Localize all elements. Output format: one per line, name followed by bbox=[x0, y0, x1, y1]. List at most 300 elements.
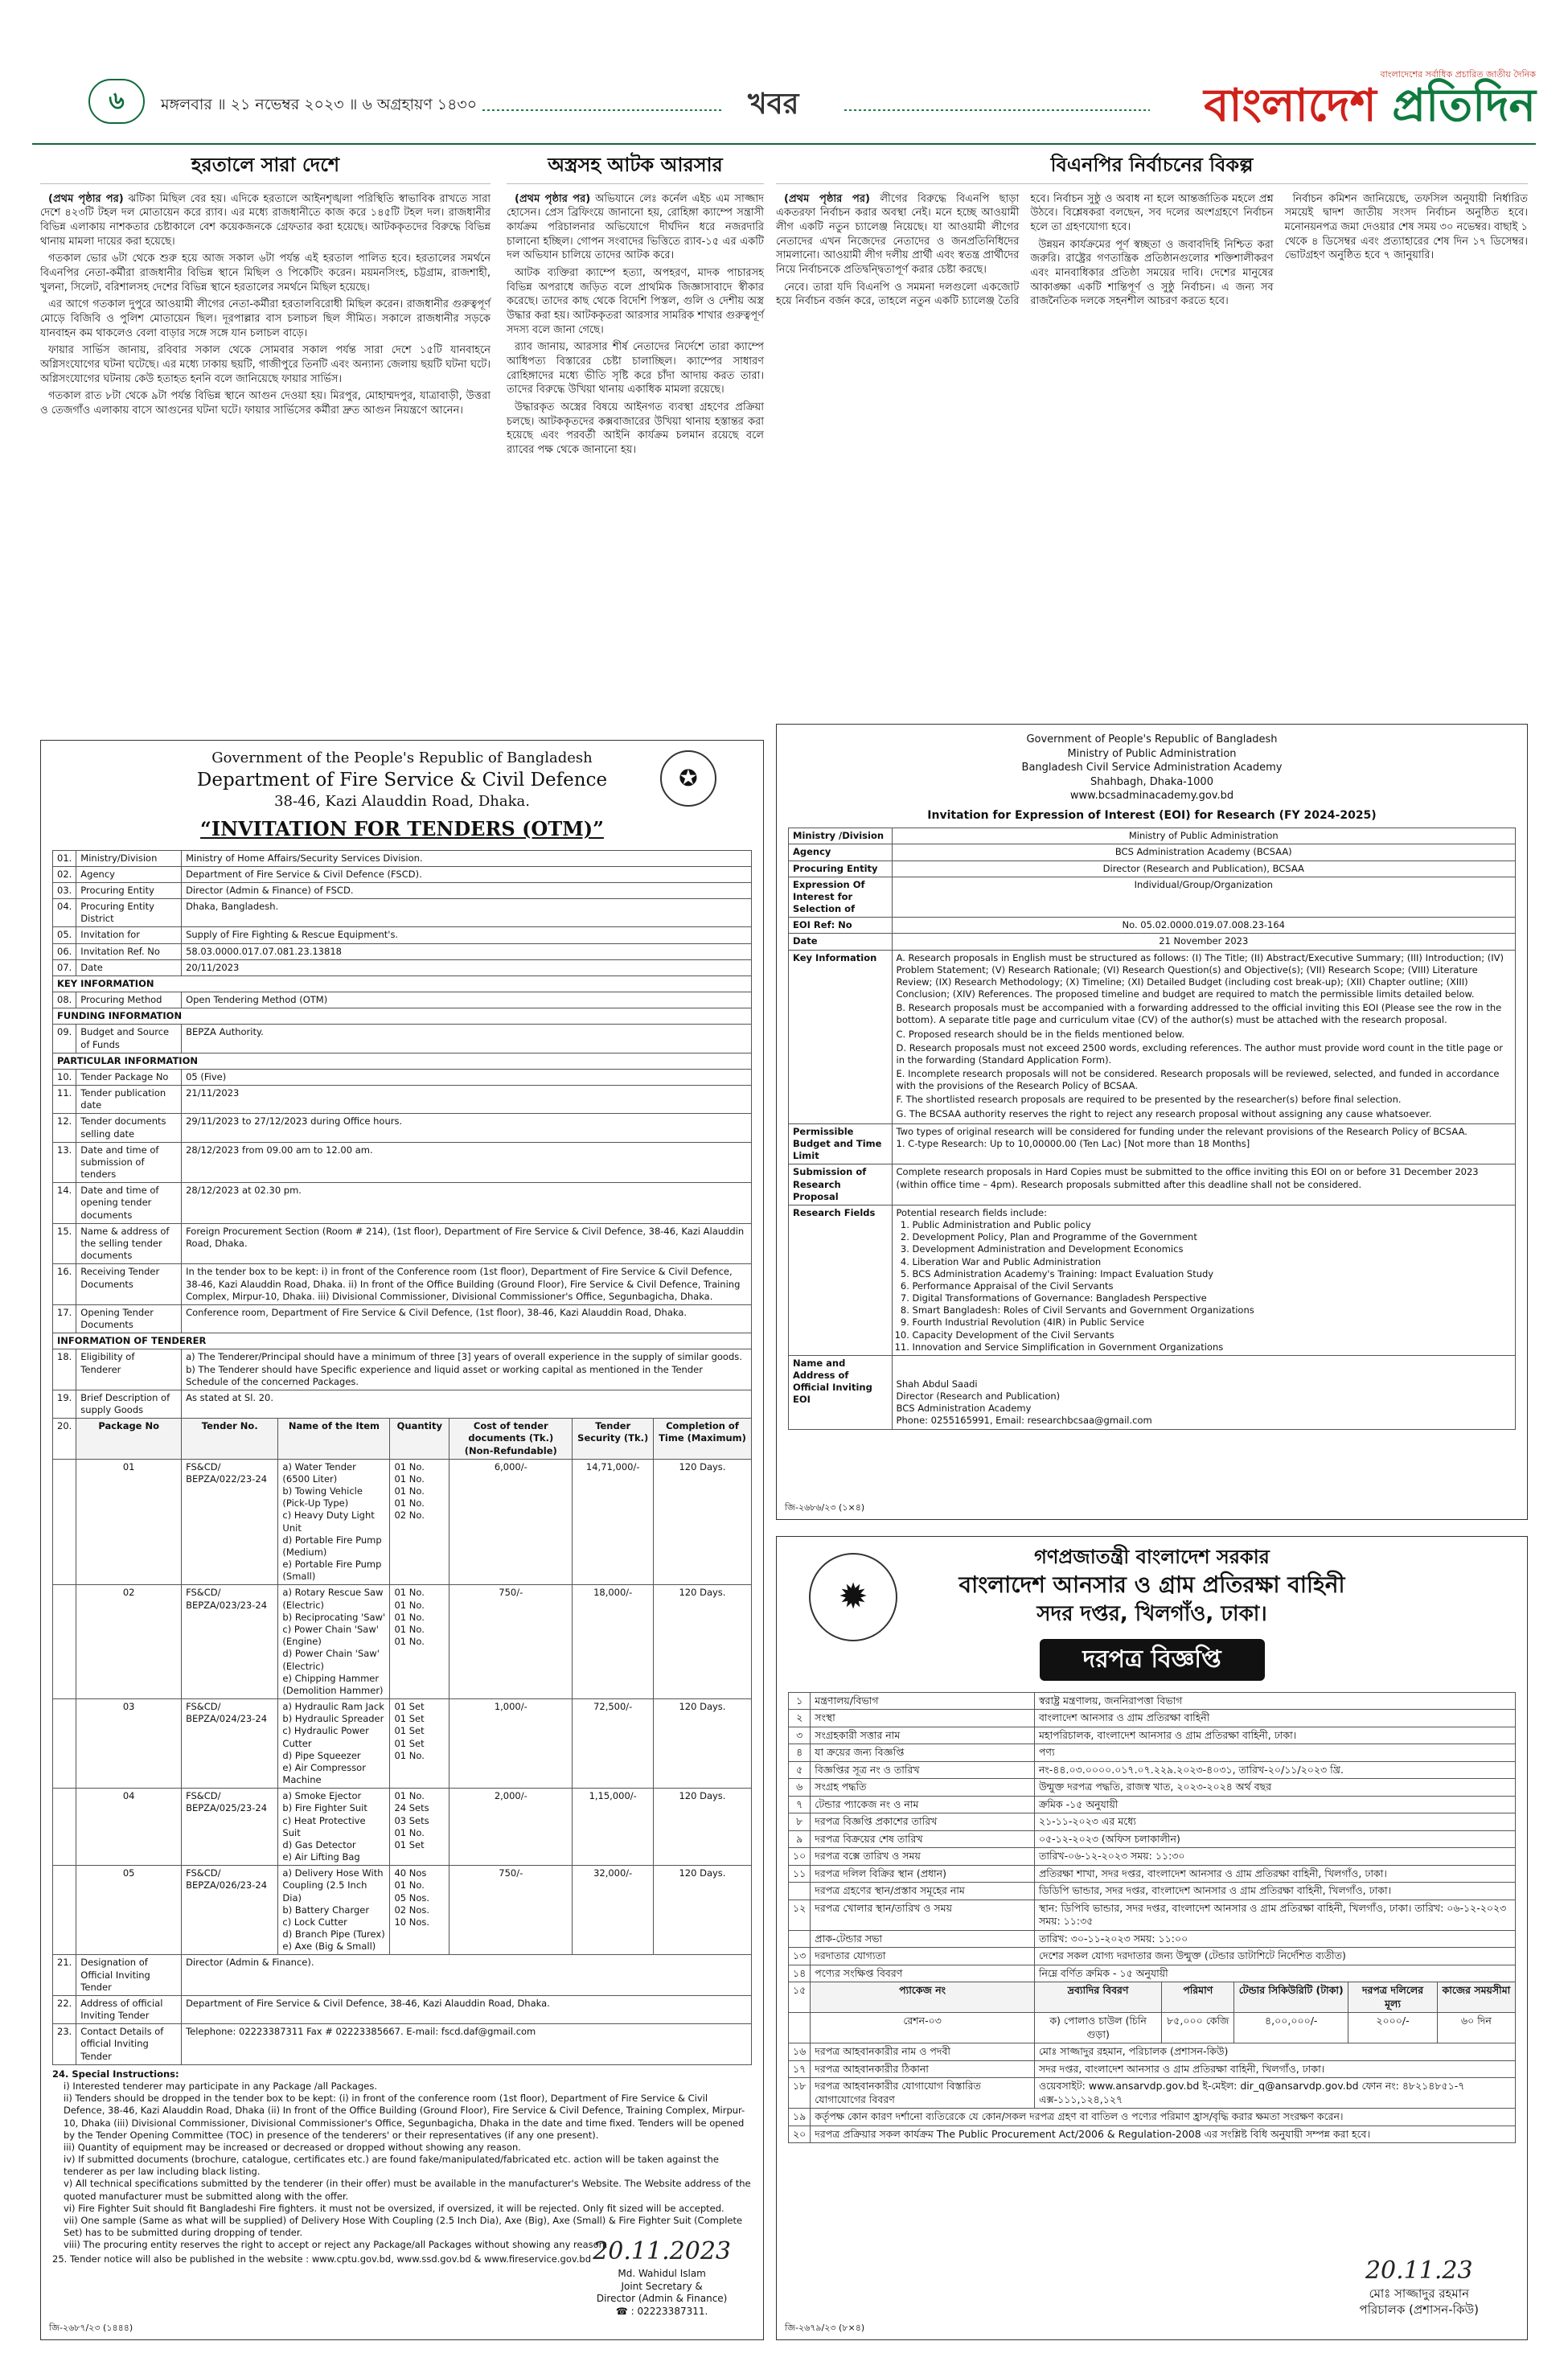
table-cell: ১৮ bbox=[789, 2078, 811, 2109]
table-cell: ৭ bbox=[789, 1796, 811, 1813]
section-label: INFORMATION OF TENDERER bbox=[53, 1333, 752, 1349]
table-row bbox=[53, 1223, 752, 1264]
table-cell: Dhaka, Bangladesh. bbox=[182, 899, 752, 927]
table-cell: Eligibility of Tenderer bbox=[76, 1349, 182, 1390]
table-row bbox=[789, 1355, 1516, 1429]
table-cell: Director (Admin & Finance) of FSCD. bbox=[182, 882, 752, 898]
table-row bbox=[53, 1789, 752, 1866]
ad-org-line: Government of the People's Republic of Bangladesh bbox=[211, 750, 593, 766]
key-info-item: E. Incomplete research proposals will not be considered. Research proposals will be reviewed, selected, and funded in accordance with the provisions of the Research Policy of BCSAA. bbox=[896, 1068, 1500, 1092]
table-cell: তারিখ-০৬-১২-২০২৩ সময়: ১১:৩০ bbox=[1034, 1848, 1515, 1866]
table-cell: Complete research proposals in Hard Copies must be submitted to the office inviting this EOI on or before 31 December 2023 (within office time – 4pm). Research proposals submitted after this deadline shall not be considered. bbox=[892, 1164, 1515, 1205]
story-arsa-arrest bbox=[507, 153, 764, 461]
table-cell: পণ্য bbox=[1034, 1744, 1515, 1762]
ad-ref-code: জি-২৬৮৭/২৩ (১৪৪৪) bbox=[49, 2323, 133, 2334]
table-cell: Tender documents selling date bbox=[76, 1114, 182, 1142]
table-cell: 01 No. 01 No. 01 No. 01 No. 02 No. bbox=[390, 1459, 449, 1585]
page-number: ৬ bbox=[88, 79, 145, 124]
table-cell: ২ bbox=[789, 1710, 811, 1727]
list-item: 6. Performance Appraisal of the Civil Servants bbox=[913, 1280, 1511, 1292]
table-cell: Agency bbox=[76, 866, 182, 882]
table-row bbox=[53, 1053, 752, 1069]
table-cell: 21 November 2023 bbox=[892, 934, 1515, 950]
story-body: (প্রথম পৃষ্ঠার পর) লীগের বিরুদ্ধে বিএনপি ছাড়া একতরফা নির্বাচন করার অবস্থা নেই। মনে হচ্ছে আওয়ামী লীগ একটি নতুন চ্যালেঞ্জ নিয়েছে। যা আওয়ামী লীগের নেতাদের এখন নিজেদের নেতাদের ও জনপ্রতিনিধিদের সামলানো। আওয়ামী লীগ দলীয় প্রার্থী এবং স্বতন্ত্র প্রার্থীদের নিয়ে নির্বাচনকে প্রতিদ্বন্দ্বিতাপূর্ণ করার চেষ্টা করছে। নেবে। তারা যদি বিএনপি ও সমমনা দলগুলো একজোট হয়ে নির্বাচন বর্জন করে, তাহলে নতুন একটি চ্যালেঞ্জ তৈরি হবে। নির্বাচন সুষ্ঠু ও অবাধ না হলে আন্তর্জাতিক মহলে প্রশ্ন উঠবে। বিশ্লেষকরা বলছেন, সব দলের অংশগ্রহণে নির্বাচন হলে তা গ্রহণযোগ্য হবে। উন্নয়ন কার্যক্রমের পূর্ণ স্বচ্ছতা ও জবাবদিহি নিশ্চিত করা জরুরি। রাষ্ট্রের গণতান্ত্রিক প্রতিষ্ঠানগুলোর শক্তিশালীকরণ এবং মানবাধিকার প্রতিষ্ঠা সময়ের দাবি। দেশের মানুষের আকাঙ্ক্ষা একটি শান্তিপূর্ণ ও সুষ্ঠু নির্বাচন। এ জন্য সব রাজনৈতিক দলকে সহনশীল আচরণ করতে হবে। নির্বাচন কমিশন জানিয়েছে, তফসিল অনুযায়ী নির্ধারিত সময়েই দ্বাদশ জাতীয় সংসদ নির্বাচন অনুষ্ঠিত হবে। মনোনয়নপত্র জমা দেওয়ার শেষ সময় ৩০ নভেম্বর। বাছাই ১ থেকে ৪ ডিসেম্বর এবং প্রত্যাহারের শেষ দিন ১৭ ডিসেম্বর। ভোটগ্রহণ অনুষ্ঠিত হবে ৭ জানুয়ারি। bbox=[776, 192, 1528, 308]
table-cell: ডিডিপি ভান্ডার, সদর দপ্তর, বাংলাদেশ আনসার ও গ্রাম প্রতিরক্ষা বাহিনী, খিলগাঁও, ঢাকা। bbox=[1034, 1883, 1515, 1900]
table-cell: Expression Of Interest for Selection of bbox=[789, 877, 893, 918]
table-cell: ক্রমিক -১৫ অনুযায়ী bbox=[1034, 1796, 1515, 1813]
table-cell bbox=[53, 1459, 76, 1585]
table-row bbox=[53, 1114, 752, 1142]
table-row bbox=[789, 918, 1516, 934]
table-cell: 03 bbox=[76, 1699, 182, 1789]
table-cell: Research Fields bbox=[789, 1205, 893, 1355]
table-row bbox=[789, 1982, 1516, 2013]
table-cell: 02 bbox=[76, 1585, 182, 1699]
table-cell: Procuring Entity bbox=[76, 882, 182, 898]
instruction-item: iv) If submitted documents (brochure, catalogue, certificates etc.) are found fake/manipulated/fabricated etc. action will be taken against the tenderer as per law including black listing. bbox=[64, 2154, 719, 2178]
table-cell: ৮৫,০০০ কেজি bbox=[1162, 2013, 1234, 2043]
newspaper-logo bbox=[1182, 48, 1536, 137]
table-row bbox=[789, 1883, 1516, 1900]
section-label: FUNDING INFORMATION bbox=[53, 1008, 752, 1025]
section-label: PARTICULAR INFORMATION bbox=[53, 1053, 752, 1069]
table-cell: 32,000/- bbox=[573, 1866, 654, 1955]
table-row bbox=[789, 1779, 1516, 1797]
brand-name-green: প্রতিদিন bbox=[1392, 78, 1536, 132]
ansar-emblem-icon: ✹ bbox=[809, 1553, 897, 1641]
column-header: Tender No. bbox=[182, 1419, 278, 1460]
table-cell: দেশের সকল যোগ্য দরদাতার জন্য উন্মুক্ত (টেন্ডার ডাটাশিটে নির্দেশিত ব্যতীত) bbox=[1034, 1948, 1515, 1965]
story-headline: বিএনপির নির্বাচনের বিকল্প bbox=[776, 153, 1528, 184]
signature-block: 20.11.23 মোঃ সাজ্জাদুর রহমান পরিচালক (প্রশাসন-কিউ) bbox=[1359, 2256, 1479, 2318]
table-cell: ১৩ bbox=[789, 1948, 811, 1965]
table-cell: ১৯ bbox=[789, 2109, 811, 2126]
story-headline: হরতালে সারা দেশে bbox=[40, 153, 491, 184]
table-row bbox=[789, 2013, 1516, 2043]
table-cell: মোঃ সাজ্জাদুর রহমান, পরিচালক (প্রশাসন-কিউ) bbox=[1034, 2043, 1515, 2061]
table-row bbox=[53, 992, 752, 1008]
table-cell: Receiving Tender Documents bbox=[76, 1264, 182, 1305]
table-cell: 23. bbox=[53, 2024, 76, 2065]
ansar-vdp-tender-ad bbox=[776, 1536, 1528, 2340]
official-line: Shah Abdul Saadi bbox=[896, 1378, 978, 1390]
table-cell: 120 Days. bbox=[653, 1459, 751, 1585]
table-row bbox=[53, 1025, 752, 1053]
table-cell: 28/12/2023 from 09.00 am to 12.00 am. bbox=[182, 1142, 752, 1183]
table-cell: a) Rotary Rescue Saw (Electric) b) Reciprocating 'Saw' c) Power Chain 'Saw' (Engine) d) Power Chain 'Saw' (Electric) e) Chipping Hammer (Demolition Hammer) bbox=[278, 1585, 390, 1699]
fire-service-tender-ad bbox=[40, 740, 764, 2340]
table-cell: যা ক্রয়ের জন্য বিজ্ঞপ্তি bbox=[811, 1744, 1035, 1762]
continuation-label: (প্রথম পৃষ্ঠার পর) bbox=[515, 192, 591, 205]
table-row bbox=[53, 943, 752, 959]
table-cell: সদর দপ্তর, বাংলাদেশ আনসার ও গ্রাম প্রতিরক্ষা বাহিনী, খিলগাঁও, ঢাকা। bbox=[1034, 2060, 1515, 2078]
table-cell bbox=[789, 2013, 811, 2043]
table-cell: 120 Days. bbox=[653, 1699, 751, 1789]
tender-info-table bbox=[52, 850, 752, 2065]
table-cell: 13. bbox=[53, 1142, 76, 1183]
table-cell bbox=[53, 1585, 76, 1699]
table-cell: ০৫-১২-২০২৩ (অফিস চলাকালীন) bbox=[1034, 1830, 1515, 1848]
key-info-item: D. Research proposals must not exceed 2500 words, excluding references. The author must provide word count in the title page or in the forwarding (Standard Application Form). bbox=[896, 1041, 1503, 1066]
table-row bbox=[789, 2126, 1516, 2143]
table-cell: a) Delivery Hose With Coupling (2.5 Inch Dia) b) Battery Charger c) Lock Cutter d) Branch Pipe (Turex) e) Axe (Big & Small) bbox=[278, 1866, 390, 1955]
table-cell: 12. bbox=[53, 1114, 76, 1142]
table-cell: 14,71,000/- bbox=[573, 1459, 654, 1585]
table-cell: দরদাতার যোগ্যতা bbox=[811, 1948, 1035, 1965]
table-row bbox=[789, 1948, 1516, 1965]
table-row bbox=[789, 2043, 1516, 2061]
table-cell: Submission of Research Proposal bbox=[789, 1164, 893, 1205]
table-row bbox=[789, 2060, 1516, 2078]
table-cell: FS&CD/ BEPZA/023/23-24 bbox=[182, 1585, 278, 1699]
table-row bbox=[53, 1069, 752, 1085]
table-cell: সংগ্রহকারী সত্তার নাম bbox=[811, 1727, 1035, 1744]
table-cell: a) Smoke Ejector b) Fire Fighter Suit c) Heat Protective Suit d) Gas Detector e) Air Lifting Bag bbox=[278, 1789, 390, 1866]
table-cell: নিম্নে বর্ণিত ক্রমিক - ১৫ অনুযায়ী bbox=[1034, 1965, 1515, 1982]
table-row bbox=[789, 1164, 1516, 1205]
table-row bbox=[53, 927, 752, 943]
table-cell: 120 Days. bbox=[653, 1585, 751, 1699]
table-row bbox=[53, 1142, 752, 1183]
table-row bbox=[53, 975, 752, 992]
table-cell: As stated at Sl. 20. bbox=[182, 1390, 752, 1418]
table-cell: ১১ bbox=[789, 1865, 811, 1883]
table-cell bbox=[892, 950, 1515, 1123]
table-cell bbox=[892, 1355, 1515, 1429]
table-cell: Telephone: 02223387311 Fax # 02223385667. E-mail: fscd.daf@gmail.com bbox=[182, 2024, 752, 2065]
table-cell: Procuring Entity bbox=[789, 860, 893, 877]
table-cell bbox=[892, 1205, 1515, 1355]
column-header: Quantity bbox=[390, 1419, 449, 1460]
column-header: Package No bbox=[76, 1419, 182, 1460]
table-cell: ক) পোলাও চাউল (চিনি গুড়া) bbox=[1034, 2013, 1161, 2043]
table-cell: a) The Tenderer/Principal should have a minimum of three [3] years of overall experience in the supply of similar goods. b) The Tenderer should have Specific experience and liquid asset or working capital as mentioned in the Tender Schedule of the concerned Packages. bbox=[182, 1349, 752, 1390]
table-cell: 01 No. 01 No. 01 No. 01 No. 01 No. bbox=[390, 1585, 449, 1699]
table-cell: 01 No. 24 Sets 03 Sets 01 No. 01 Set bbox=[390, 1789, 449, 1866]
table-cell: 1,15,000/- bbox=[573, 1789, 654, 1866]
ad-title: Invitation for Expression of Interest (EOI) for Research (FY 2024-2025) bbox=[927, 808, 1377, 822]
table-cell: মহাপরিচালক, বাংলাদেশ আনসার ও গ্রাম প্রতিরক্ষা বাহিনী, ঢাকা। bbox=[1034, 1727, 1515, 1744]
table-cell: সংগ্রহ পদ্ধতি bbox=[811, 1779, 1035, 1797]
table-cell: FS&CD/ BEPZA/022/23-24 bbox=[182, 1459, 278, 1585]
table-cell bbox=[892, 1123, 1515, 1164]
table-cell: 6,000/- bbox=[449, 1459, 573, 1585]
bcsaa-eoi-ad bbox=[776, 724, 1528, 1520]
table-cell: দরপত্র গ্রহণের স্থান/প্রস্তাব সমূহের নাম bbox=[811, 1883, 1035, 1900]
column-header: পরিমাণ bbox=[1162, 1982, 1234, 2013]
brand-name-red: বাংলাদেশ bbox=[1204, 78, 1393, 132]
table-cell: পণ্যের সংক্ষিপ্ত বিবরণ bbox=[811, 1965, 1035, 1982]
decor-stripe bbox=[844, 109, 1150, 111]
table-row bbox=[53, 850, 752, 866]
table-cell: ১৭ bbox=[789, 2060, 811, 2078]
table-cell: Date bbox=[76, 959, 182, 975]
official-line: Director (Research and Publication) bbox=[896, 1390, 1061, 1403]
table-row bbox=[789, 1744, 1516, 1762]
table-row bbox=[53, 1390, 752, 1418]
column-header: টেন্ডার সিকিউরিটি (টাকা) bbox=[1234, 1982, 1348, 2013]
table-row bbox=[53, 1183, 752, 1224]
table-cell: Ministry/Division bbox=[76, 850, 182, 866]
table-cell: 20/11/2023 bbox=[182, 959, 752, 975]
masthead bbox=[32, 48, 1536, 137]
table-row bbox=[53, 1995, 752, 2023]
instruction-item: ii) Tenders should be dropped in the tender box to be kept: (i) in front of the conference room (1st floor), Department of Fire Service & Civil Defence, 38-46, Kazi Alauddin Road, Dhaka (ii) In front of the Office Building (Ground Floor), Fire Service & Civil Defence, Training Complex, Mirpur-10, Dhaka (iii) Divisional Commissioner, Divisional Commissioner's Office, Segunbagicha, Dhaka in the date and time fixed. Tenders will be opened by the Tender Opening Committee (TOC) in presence of the tenderers' or their representatives (if any one present). bbox=[64, 2093, 745, 2141]
key-info-item: C. Proposed research should be in the fields mentioned below. bbox=[896, 1028, 1185, 1040]
table-cell: Conference room, Department of Fire Service & Civil Defence, (1st floor), 38-46, Kazi Alauddin Road, Dhaka. bbox=[182, 1304, 752, 1333]
table-cell: স্থান: ডিপিবি ভান্ডার, সদর দপ্তর, বাংলাদেশ আনসার ও গ্রাম প্রতিরক্ষা বাহিনী, খিলগাঁও, ঢাকা। তারিখ: ০৬-১২-২০২৩ সময়: ১১:৩৫ bbox=[1034, 1900, 1515, 1930]
table-cell: a) Hydraulic Ram Jack b) Hydraulic Spreader c) Hydraulic Power Cutter d) Pipe Squeezer e) Air Compressor Machine bbox=[278, 1699, 390, 1789]
column-header: Name of the Item bbox=[278, 1419, 390, 1460]
table-cell: Invitation for bbox=[76, 927, 182, 943]
instruction-item: v) All technical specifications submitted by the tenderer (in their offer) must be available in the manufacturer's Website. The Website address of the quoted manufacturer must be submitted along with the offer. bbox=[64, 2178, 751, 2202]
table-cell: 120 Days. bbox=[653, 1866, 751, 1955]
ad-address: 38-46, Kazi Alauddin Road, Dhaka. bbox=[274, 793, 530, 811]
table-cell: স্বরাষ্ট্র মন্ত্রণালয়, জননিরাপত্তা বিভাগ bbox=[1034, 1692, 1515, 1710]
table-cell: a) Water Tender (6500 Liter) b) Towing Vehicle (Pick-Up Type) c) Heavy Duty Light Unit d) Portable Fire Pump (Medium) e) Portable Fire Pump (Small) bbox=[278, 1459, 390, 1585]
table-cell: 14. bbox=[53, 1183, 76, 1224]
table-row bbox=[53, 1264, 752, 1305]
table-cell: Name and Address of Official Inviting EOI bbox=[789, 1355, 893, 1429]
table-cell bbox=[53, 1789, 76, 1866]
table-row bbox=[789, 2109, 1516, 2126]
table-cell: তারিখ: ৩০-১১-২০২৩ সময়: ১১:০০ bbox=[1034, 1930, 1515, 1948]
table-row bbox=[53, 1333, 752, 1349]
table-cell: ৯ bbox=[789, 1830, 811, 1848]
story-headline: অস্ত্রসহ আটক আরসার bbox=[507, 153, 764, 184]
table-cell: Date bbox=[789, 934, 893, 950]
decor-stripe bbox=[482, 109, 724, 111]
table-row bbox=[789, 828, 1516, 844]
table-cell: 11. bbox=[53, 1086, 76, 1114]
ad-title: দরপত্র বিজ্ঞপ্তি bbox=[1040, 1639, 1265, 1681]
table-cell: 07. bbox=[53, 959, 76, 975]
table-cell: 750/- bbox=[449, 1585, 573, 1699]
column-header: দ্রব্যাদির বিবরণ bbox=[1034, 1982, 1161, 2013]
table-cell: 10. bbox=[53, 1069, 76, 1085]
table-row bbox=[789, 844, 1516, 860]
table-cell: 17. bbox=[53, 1304, 76, 1333]
table-row bbox=[53, 899, 752, 927]
instruction-item: viii) The procuring entity reserves the right to accept or reject any Package/all Packages without showing any reason. bbox=[64, 2239, 608, 2251]
column-header: Completion of Time (Maximum) bbox=[653, 1419, 751, 1460]
table-cell: বিজ্ঞপ্তির সূত্র নং ও তারিখ bbox=[811, 1761, 1035, 1779]
table-row bbox=[53, 1349, 752, 1390]
table-cell: 01 Set 01 Set 01 Set 01 Set 01 No. bbox=[390, 1699, 449, 1789]
table-cell: ৮ bbox=[789, 1813, 811, 1831]
table-cell: Department of Fire Service & Civil Defence, 38-46, Kazi Alauddin Road, Dhaka. bbox=[182, 1995, 752, 2023]
table-cell: ৩ bbox=[789, 1727, 811, 1744]
table-row bbox=[53, 866, 752, 882]
list-item: 2. Development Policy, Plan and Programme of the Government bbox=[913, 1231, 1511, 1243]
table-cell: নং-৪৪.০৩.০০০০.০১৭.০৭.২২৯.২০২৩-৪০৩১, তারিখ-২০/১১/২০২৩ খ্রি. bbox=[1034, 1761, 1515, 1779]
ad-header: গণপ্রজাতন্ত্রী বাংলাদেশ সরকার বাংলাদেশ আনসার ও গ্রাম প্রতিরক্ষা বাহিনী সদর দপ্তর, খিলগাঁও, ঢাকা। bbox=[958, 1546, 1345, 1626]
table-cell: ৫ bbox=[789, 1761, 811, 1779]
fields-intro: Potential research fields include: bbox=[896, 1206, 1047, 1218]
table-cell: 1,000/- bbox=[449, 1699, 573, 1789]
table-cell: দরপত্র দলিল বিক্রির স্থান (প্রধান) bbox=[811, 1865, 1035, 1883]
table-cell: FS&CD/ BEPZA/024/23-24 bbox=[182, 1699, 278, 1789]
table-cell: Ministry of Home Affairs/Security Services Division. bbox=[182, 850, 752, 866]
table-cell: 22. bbox=[53, 1995, 76, 2023]
table-row bbox=[789, 1692, 1516, 1710]
table-row bbox=[789, 877, 1516, 918]
table-cell: 21. bbox=[53, 1955, 76, 1996]
table-row bbox=[789, 1830, 1516, 1848]
ad-header bbox=[52, 749, 752, 811]
table-row bbox=[789, 1965, 1516, 1982]
section-title: খবর bbox=[748, 88, 799, 121]
table-cell: ওয়েবসাইট: www.ansarvdp.gov.bd ই-মেইল: dir_q@ansarvdp.gov.bd ফোন নং: ৪৮২১৪৮৫১-৭ এক্স-১১১,১২৪,১২৭ bbox=[1034, 2078, 1515, 2109]
signature-scrawl: 20.11.23 bbox=[1365, 2256, 1473, 2285]
table-row bbox=[789, 1900, 1516, 1930]
table-cell: কর্তৃপক্ষ কোন কারণ দর্শানো ব্যতিরেকে যে কোন/সকল দরপত্র গ্রহণ বা বাতিল ও পণ্যের পরিমাণ হ্রাস/বৃদ্ধি করার ক্ষমতা সংরক্ষণ করেন। bbox=[811, 2109, 1516, 2126]
table-cell: 18. bbox=[53, 1349, 76, 1390]
table-cell: EOI Ref: No bbox=[789, 918, 893, 934]
table-cell: FS&CD/ BEPZA/025/23-24 bbox=[182, 1789, 278, 1866]
fire-service-seal-icon: ✪ bbox=[660, 750, 716, 807]
table-cell: ৪,০০,০০০/- bbox=[1234, 2013, 1348, 2043]
table-cell: Permissible Budget and Time Limit bbox=[789, 1123, 893, 1164]
brand-tagline: বাংলাদেশের সর্বাধিক প্রচারিত জাতীয় দৈনিক bbox=[1380, 69, 1536, 80]
table-row bbox=[53, 959, 752, 975]
table-cell: দরপত্র আহবানকারীর নাম ও পদবী bbox=[811, 2043, 1035, 2061]
table-cell: Foreign Procurement Section (Room # 214), (1st floor), Department of Fire Service & Civil Defence, 38-46, Kazi Alauddin Road, Dhaka. bbox=[182, 1223, 752, 1264]
table-cell: রেশন-০৩ bbox=[811, 2013, 1035, 2043]
table-cell: ৬০ দিন bbox=[1437, 2013, 1515, 2043]
table-cell: 40 Nos 01 No. 05 Nos. 02 Nos. 10 Nos. bbox=[390, 1866, 449, 1955]
table-row bbox=[789, 860, 1516, 877]
instruction-item: i) Interested tenderer may participate in any Package /all Packages. bbox=[64, 2080, 378, 2092]
issue-date: মঙ্গলবার ॥ ২১ নভেম্বর ২০২৩ ॥ ৬ অগ্রহায়ণ ১৪৩০ bbox=[161, 96, 478, 113]
table-row bbox=[789, 1930, 1516, 1948]
table-cell: ২০০০/- bbox=[1348, 2013, 1438, 2043]
list-item: 7. Digital Transformations of Governance: Bangladesh Perspective bbox=[913, 1292, 1511, 1304]
table-row bbox=[789, 1205, 1516, 1355]
table-cell: Open Tendering Method (OTM) bbox=[182, 992, 752, 1008]
table-row bbox=[53, 1955, 752, 1996]
column-header: দরপত্র দলিলের মূল্য bbox=[1348, 1982, 1438, 2013]
table-row bbox=[789, 2078, 1516, 2109]
table-cell: দরপত্র আহবানকারীর যোগাযোগ বিস্তারিত যোগাযোগের বিবরণ bbox=[811, 2078, 1035, 2109]
table-row bbox=[53, 1419, 752, 1460]
table-cell: 20. bbox=[53, 1419, 76, 1460]
table-cell: Contact Details of official Inviting Tender bbox=[76, 2024, 182, 2065]
table-cell: Procuring Method bbox=[76, 992, 182, 1008]
table-cell: Name & address of the selling tender documents bbox=[76, 1223, 182, 1264]
table-cell: 18,000/- bbox=[573, 1585, 654, 1699]
list-item: 5. BCS Administration Academy's Training: Impact Evaluation Study bbox=[913, 1268, 1511, 1280]
budget-item: Two types of original research will be considered for funding under the relevant provisions of the Research Policy of BCSAA. bbox=[896, 1125, 1467, 1137]
table-cell: In the tender box to be kept: i) in front of the Conference room (1st floor), Department of Fire Service & Civil Defence, 38-46, Kazi Alauddin Road, Dhaka. ii) In front of the Office Building (Ground Floor), Fire Service & Civil Defence, Training Complex, Mirpur-10, Dhaka. iii) Divisional Commissioner, Divisional Commissioner's Office, Segunbagicha, Dhaka. bbox=[182, 1264, 752, 1305]
table-cell: ১০ bbox=[789, 1848, 811, 1866]
continuation-label: (প্রথম পৃষ্ঠার পর) bbox=[784, 192, 870, 205]
table-cell bbox=[789, 1930, 811, 1948]
list-item: 4. Liberation War and Public Administration bbox=[913, 1256, 1511, 1268]
table-cell: প্রতিরক্ষা শাখা, সদর দপ্তর, বাংলাদেশ আনসার ও গ্রাম প্রতিরক্ষা বাহিনী, খিলগাঁও, ঢাকা। bbox=[1034, 1865, 1515, 1883]
research-fields-list bbox=[897, 1219, 1511, 1353]
instruction-item: vi) Fire Fighter Suit should fit Bangladeshi Fire fighters. it must not be oversized, if oversized, it will be rejected. Only fit sized will be accepted. bbox=[64, 2202, 724, 2214]
table-row bbox=[789, 1727, 1516, 1744]
table-cell: Address of official Inviting Tender bbox=[76, 1995, 182, 2023]
list-item: 8. Smart Bangladesh: Roles of Civil Servants and Government Organizations bbox=[913, 1304, 1511, 1316]
table-cell: Budget and Source of Funds bbox=[76, 1025, 182, 1053]
table-cell: 05 bbox=[76, 1866, 182, 1955]
table-cell: Agency bbox=[789, 844, 893, 860]
table-cell: 08. bbox=[53, 992, 76, 1008]
table-cell: সংস্থা bbox=[811, 1710, 1035, 1727]
table-cell: 2,000/- bbox=[449, 1789, 573, 1866]
table-cell: 58.03.0000.017.07.081.23.13818 bbox=[182, 943, 752, 959]
key-info-item: B. Research proposals must be accompanied with a forwarding addressed to the official inviting this EOI (Please see the row in the bottom). A separate title page and curriculum vitae (CV) of the author(s) must be attached with the research proposal. bbox=[896, 1002, 1502, 1026]
table-cell: ৬ bbox=[789, 1779, 811, 1797]
table-cell: Date and time of submission of tenders bbox=[76, 1142, 182, 1183]
table-row bbox=[789, 1710, 1516, 1727]
story-body: (প্রথম পৃষ্ঠার পর) অভিযানে লেঃ কর্নেল এইচ এম সাজ্জাদ হোসেন। প্রেস ব্রিফিংয়ে জানানো হয়, রোহিঙ্গা ক্যাম্পে সন্ত্রাসী কার্যক্রম পরিচালনার অভিযোগে দীর্ঘদিন ধরে নজরদারি চালানো হচ্ছিল। গোপন সংবাদের ভিত্তিতে র‌্যাব-১৫ এর একটি দল অভিযান চালিয়ে তাদের আটক করে। আটক ব্যক্তিরা ক্যাম্পে হত্যা, অপহরণ, মাদক পাচারসহ বিভিন্ন অপরাধে জড়িত বলে প্রাথমিক জিজ্ঞাসাবাদে স্বীকার করেছে। তাদের কাছ থেকে বিদেশি পিস্তল, গুলি ও দেশীয় অস্ত্র উদ্ধার করা হয়। আটককৃতরা আরসার সামরিক শাখার গুরুত্বপূর্ণ সদস্য বলে জানা গেছে। র‌্যাব জানায়, আরসার শীর্ষ নেতাদের নির্দেশে তারা ক্যাম্পে আধিপত্য বিস্তারের চেষ্টা চালাচ্ছিল। ক্যাম্পের সাধারণ রোহিঙ্গাদের মধ্যে ভীতি সৃষ্টি করে চাঁদা আদায় করত তারা। তাদের বিরুদ্ধে উখিয়া থানায় একাধিক মামলা রয়েছে। উদ্ধারকৃত অস্ত্রের বিষয়ে আইনগত ব্যবস্থা গ্রহণের প্রক্রিয়া চলছে। আটককৃতদের কক্সবাজারের উখিয়া থানায় হস্তান্তর করা হয়েছে এবং পরবর্তী আইনি কার্যক্রম চলমান রয়েছে বলে র‌্যাবের পক্ষ থেকে জানানো হয়। bbox=[507, 192, 764, 457]
ad-ref-code: জি-২৬৭৯/২৩ (৮×৪) bbox=[785, 2323, 865, 2334]
official-line: Phone: 0255165991, Email: researchbcsaa@gmail.com bbox=[896, 1415, 1152, 1427]
budget-item: 1. C-type Research: Up to 10,00000.00 (Ten Lac) [Not more than 18 Months] bbox=[896, 1137, 1250, 1149]
list-item: 11. Innovation and Service Simplification in Government Organizations bbox=[913, 1341, 1511, 1353]
list-item: 3. Development Administration and Development Economics bbox=[913, 1243, 1511, 1255]
table-cell: দরপত্র আহবানকারীর ঠিকানা bbox=[811, 2060, 1035, 2078]
ad-header: Government of People's Republic of Bangladesh Ministry of Public Administration Bangladesh Civil Service Administration Academy Shahbagh, Dhaka-1000 www.bcsadminacademy.gov.bd bbox=[1021, 733, 1283, 803]
table-cell: 03. bbox=[53, 882, 76, 898]
header-rule bbox=[32, 143, 1536, 145]
story-body: (প্রথম পৃষ্ঠার পর) ঝটিকা মিছিল বের হয়। এদিকে হরতালে আইনশৃঙ্খলা পরিস্থিতি স্বাভাবিক রাখতে সারা দেশে ৪২৩টি টহল দল মোতায়েন করে র‌্যাব। এর মধ্যে রাজধানীতে কাজ করে ১৪৫টি টহল দল। রাজধানীর বিভিন্ন এলাকায় নাশকতার চেষ্টাকালে বেশ কয়েকজনকে গ্রেফতার করা হয়েছে। আটককৃতদের বিরুদ্ধে বিভিন্ন থানায় মামলা দায়ের করা হয়েছে। গতকাল ভোর ৬টা থেকে শুরু হয়ে আজ সকাল ৬টা পর্যন্ত এই হরতাল পালিত হবে। হরতালের সমর্থনে বিএনপির নেতা-কর্মীরা রাজধানীর বিভিন্ন স্থানে মিছিল ও পিকেটিং করেন। ময়মনসিংহ, চট্টগ্রাম, রাজশাহী, খুলনা, সিলেট, বরিশালসহ দেশের বিভিন্ন স্থানে হরতালের সমর্থনে মিছিল হয়েছে। এর আগে গতকাল দুপুরে আওয়ামী লীগের নেতা-কর্মীরা হরতালবিরোধী মিছিল করেন। রাজধানীর গুরুত্বপূর্ণ মোড়ে বিজিবি ও পুলিশ মোতায়েন ছিল। দূরপাল্লার বাস চলাচল ছিল সীমিত। সকালে রাজধানীর সড়কে যানবাহন কম থাকলেও বেলা বাড়ার সঙ্গে সঙ্গে যান চলাচল বাড়ে। ফায়ার সার্ভিস জানায়, রবিবার সকাল থেকে সোমবার সকাল পর্যন্ত সারা দেশে ১৫টি যানবাহনে অগ্নিসংযোগের ঘটনা ঘটেছে। এর মধ্যে ঢাকায় ছয়টি, গাজীপুরে তিনটি এবং অন্যান্য জেলায় ছয়টি ঘটনা ঘটে। অগ্নিসংযোগের ঘটনায় কেউ হতাহত হননি বলে জানিয়েছে ফায়ার সার্ভিস। গতকাল রাত ৮টা থেকে ৯টা পর্যন্ত বিভিন্ন স্থানে আগুন দেওয়া হয়। মিরপুর, মোহাম্মদপুর, যাত্রাবাড়ী, উত্তরা ও তেজগাঁও এলাকায় বাসে আগুনের ঘটনা ঘটে। ফায়ার সার্ভিসের কর্মীরা দ্রুত আগুন নিয়ন্ত্রণে আনেন। bbox=[40, 192, 491, 417]
table-cell: Supply of Fire Fighting & Rescue Equipment's. bbox=[182, 927, 752, 943]
table-row bbox=[789, 1865, 1516, 1883]
table-row bbox=[789, 1848, 1516, 1866]
table-cell: 750/- bbox=[449, 1866, 573, 1955]
table-cell: Individual/Group/Organization bbox=[892, 877, 1515, 918]
instruction-item: iii) Quantity of equipment may be increased or decreased or dropped without showing any reason. bbox=[64, 2141, 521, 2153]
table-cell: 21/11/2023 bbox=[182, 1086, 752, 1114]
table-row bbox=[789, 934, 1516, 950]
signature-scrawl: 20.11.2023 bbox=[593, 2237, 731, 2266]
table-cell: 05. bbox=[53, 927, 76, 943]
table-cell: Brief Description of supply Goods bbox=[76, 1390, 182, 1418]
table-cell: BEPZA Authority. bbox=[182, 1025, 752, 1053]
table-cell: 72,500/- bbox=[573, 1699, 654, 1789]
key-info-item: F. The shortlisted research proposals are required to be presented by the researcher(s) before final selection. bbox=[896, 1094, 1402, 1106]
table-cell: 06. bbox=[53, 943, 76, 959]
table-cell: 15. bbox=[53, 1223, 76, 1264]
table-cell bbox=[53, 1699, 76, 1789]
table-row bbox=[789, 1796, 1516, 1813]
table-cell: ২০ bbox=[789, 2126, 811, 2143]
table-cell: দরপত্র খোলার স্থান/তারিখ ও সময় bbox=[811, 1900, 1035, 1930]
table-cell: Ministry of Public Administration bbox=[892, 828, 1515, 844]
table-row bbox=[53, 1866, 752, 1955]
table-row bbox=[53, 1008, 752, 1025]
table-row bbox=[53, 1699, 752, 1789]
table-cell: ১৬ bbox=[789, 2043, 811, 2061]
table-cell: ১ bbox=[789, 1692, 811, 1710]
table-row bbox=[53, 882, 752, 898]
table-cell: No. 05.02.0000.019.07.008.23-164 bbox=[892, 918, 1515, 934]
table-cell: 04 bbox=[76, 1789, 182, 1866]
list-item: 1. Public Administration and Public policy bbox=[913, 1219, 1511, 1231]
table-cell: টেন্ডার প্যাকেজ নং ও নাম bbox=[811, 1796, 1035, 1813]
table-cell: উন্মুক্ত দরপত্র পদ্ধতি, রাজস্ব খাত, ২০২৩-২০২৪ অর্থ বছর bbox=[1034, 1779, 1515, 1797]
table-cell: 16. bbox=[53, 1264, 76, 1305]
column-header: প্যাকেজ নং bbox=[811, 1982, 1035, 2013]
table-cell: 120 Days. bbox=[653, 1789, 751, 1866]
column-header: Cost of tender documents (Tk.) (Non-Refundable) bbox=[449, 1419, 573, 1460]
story-bnp-alternative bbox=[776, 153, 1528, 309]
ad-ref-code: জি-২৬৮৬/২৩ (১×৪) bbox=[785, 1502, 865, 1514]
